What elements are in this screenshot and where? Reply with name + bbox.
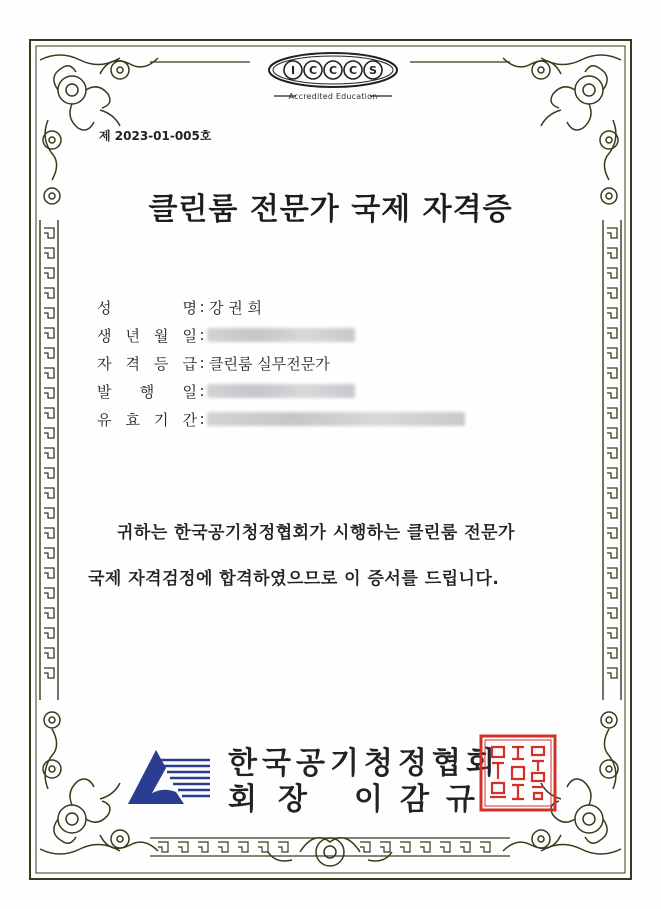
association-representative: 회 장 이 감 규 (228, 782, 475, 817)
logo-letter-1: I (290, 64, 296, 77)
field-value-issue-date-redacted (207, 384, 355, 398)
field-label-grade: 자 격 등 급 (97, 354, 197, 373)
official-seal (478, 733, 558, 813)
field-label-validity: 유 효 기 간 (97, 410, 197, 429)
certificate-title: 클린룸 전문가 국제 자격증 (148, 192, 513, 227)
field-name: 성 명 : 강 권 희 (97, 298, 263, 317)
field-validity: 유 효 기 간 : (97, 405, 465, 433)
field-grade: 자 격 등 급 : 클린룸 실무전문가 (97, 354, 330, 373)
field-label-birthdate: 생 년 월 일 (97, 326, 197, 345)
certificate-fields (97, 293, 465, 433)
field-issue-date: 발 행 일 : (97, 377, 465, 405)
field-value-name: 강 권 희 (209, 298, 263, 317)
logo-letter-4: C (348, 64, 358, 77)
certificate-number: 제 2023-01-005호 (99, 129, 212, 143)
association-logo (126, 748, 212, 806)
field-label-issue-date: 발 행 일 (97, 382, 197, 401)
logo-caption: Accredited Education (288, 92, 378, 101)
logo-letter-3: C (328, 64, 338, 77)
field-label-name: 성 명 (97, 298, 197, 317)
field-value-grade: 클린룸 실무전문가 (209, 354, 330, 373)
field-birthdate: 생 년 월 일 : (97, 321, 465, 349)
field-value-birthdate-redacted (207, 328, 355, 342)
logo-letter-2: C (308, 64, 318, 77)
body-line-1: 귀하는 한국공기청정협회가 시행하는 클린룸 전문가 (117, 523, 515, 543)
body-line-2: 국제 자격검정에 합격하였으므로 이 증서를 드립니다. (88, 569, 500, 589)
field-value-validity-redacted (207, 412, 465, 426)
association-name: 한국공기청정협회 (228, 746, 500, 781)
logo-letter-5: S (369, 64, 377, 77)
